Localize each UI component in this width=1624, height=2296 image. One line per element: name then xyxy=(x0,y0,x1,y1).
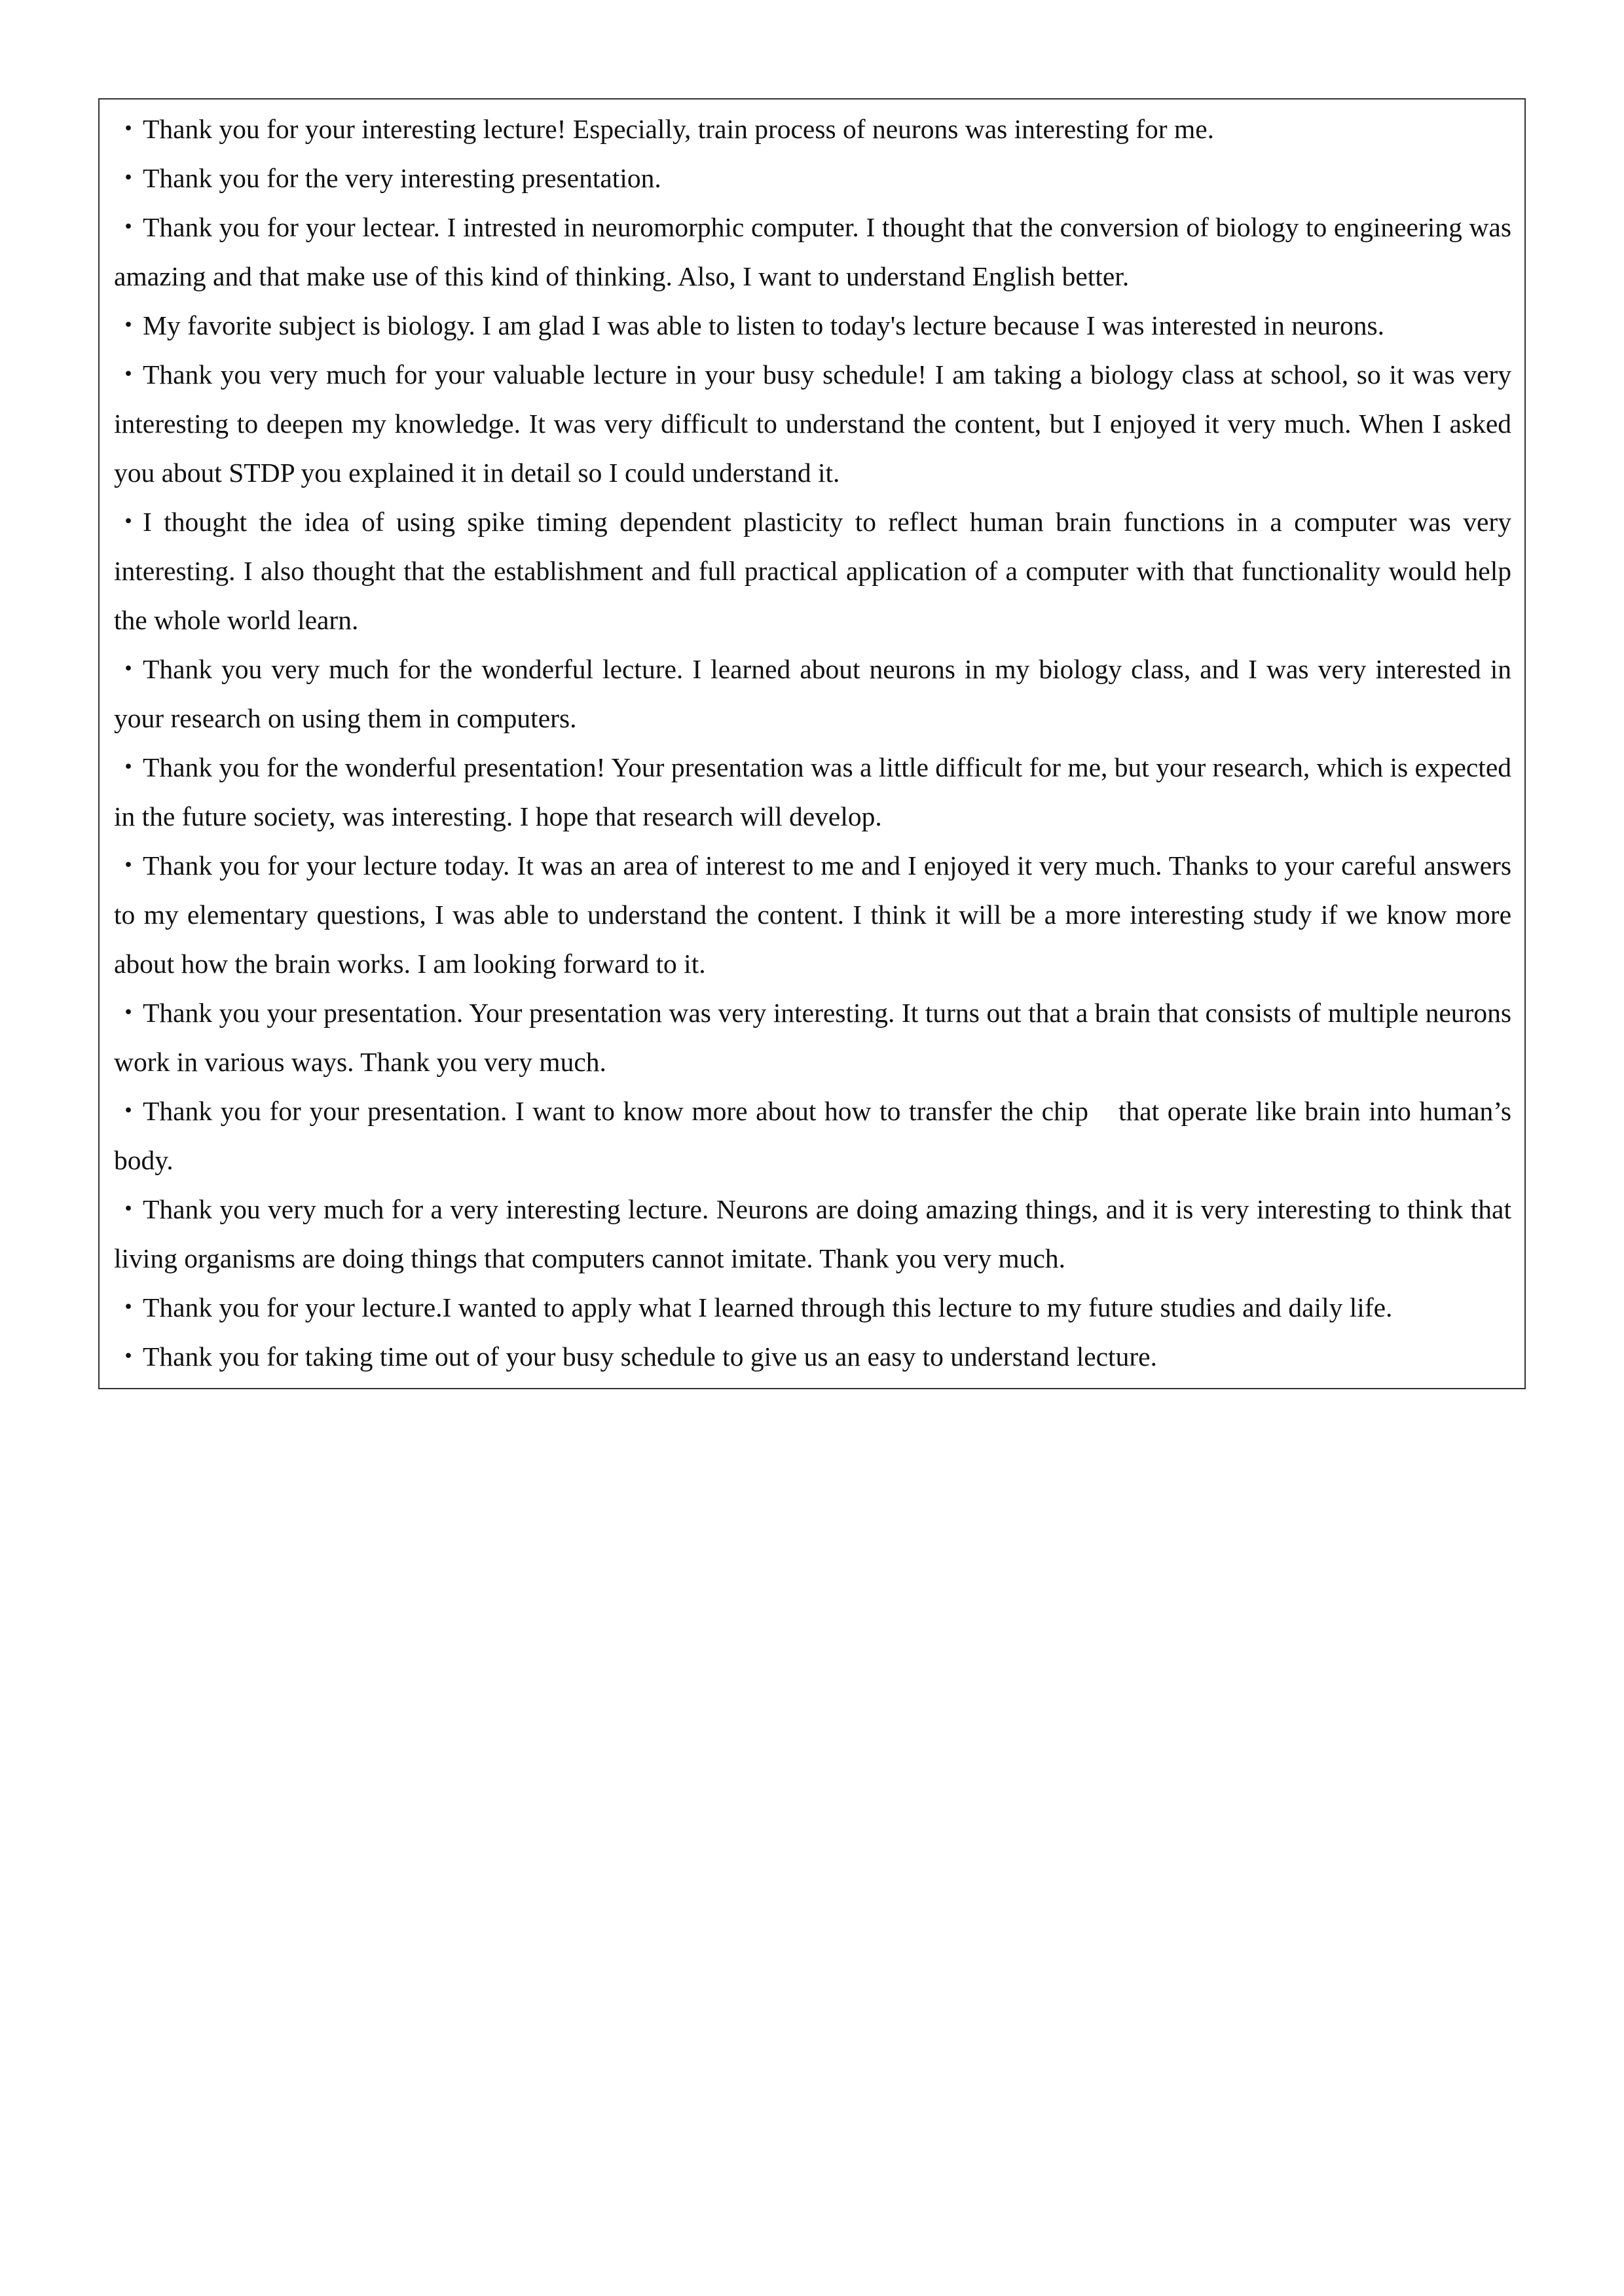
comments-box xyxy=(98,98,1526,1389)
comment-text: Thank you very much for a very interesting lecture. Neurons are doing amazing things, and it is very interesting to think that living organisms are doing things that computers cannot imitate. Thank you very much. xyxy=(114,1194,1511,1273)
bullet-icon: ・ xyxy=(115,1292,142,1322)
comment-item xyxy=(114,498,1511,645)
comment-text: Thank you very much for your valuable lecture in your busy schedule! I am taking a biology class at school, so it was very interesting to deepen my knowledge. It was very difficult to understand the content, but I enjoyed it very much. When I asked you about STDP you explained it in detail so I could understand it. xyxy=(114,359,1511,488)
comment-text: Thank you for your interesting lecture! Especially, train process of neurons was interesting for me. xyxy=(143,114,1215,144)
comment-text: Thank you for the wonderful presentation! Your presentation was a little difficult for me, but your research, which is expected in the future society, was interesting. I hope that research will develop. xyxy=(114,752,1511,831)
comment-text: Thank you very much for the wonderful lecture. I learned about neurons in my biology class, and I was very interested in your research on using them in computers. xyxy=(114,654,1511,733)
comment-item xyxy=(114,105,1511,154)
comment-text: Thank you your presentation. Your presentation was very interesting. It turns out that a brain that consists of multiple neurons work in various ways. Thank you very much. xyxy=(114,998,1511,1077)
bullet-icon: ・ xyxy=(115,1341,142,1372)
comment-text: Thank you for your lecture.I wanted to apply what I learned through this lecture to my future studies and daily life. xyxy=(143,1292,1393,1322)
comment-item xyxy=(114,301,1511,350)
bullet-icon: ・ xyxy=(115,114,142,144)
bullet-icon: ・ xyxy=(115,850,142,881)
bullet-icon: ・ xyxy=(115,1194,142,1224)
comment-text: Thank you for your lectear. I intrested in neuromorphic computer. I thought that the conversion of biology to engineering was amazing and that make use of this kind of thinking. Also, I want to understand English better. xyxy=(114,212,1511,291)
bullet-icon: ・ xyxy=(115,752,142,782)
comment-item xyxy=(114,350,1511,498)
comment-item xyxy=(114,743,1511,841)
comment-list xyxy=(114,105,1511,1381)
bullet-icon: ・ xyxy=(115,359,142,390)
bullet-icon: ・ xyxy=(115,998,142,1028)
comment-text: I thought the idea of using spike timing dependent plasticity to reflect human brain functions in a computer was very interesting. I also thought that the establishment and full practical application of a computer with that functionality would help the whole world learn. xyxy=(114,507,1511,635)
bullet-icon: ・ xyxy=(115,212,142,242)
comment-text: Thank you for the very interesting presentation. xyxy=(143,163,661,193)
bullet-icon: ・ xyxy=(115,654,142,684)
comment-item xyxy=(114,203,1511,301)
comment-item xyxy=(114,989,1511,1087)
bullet-icon: ・ xyxy=(115,310,142,340)
comment-item xyxy=(114,1185,1511,1283)
comment-text: Thank you for your presentation. I want to know more about how to transfer the chip that operate like brain into human’s body. xyxy=(114,1096,1511,1175)
comment-item xyxy=(114,645,1511,743)
bullet-icon: ・ xyxy=(115,1096,142,1126)
comment-text: My favorite subject is biology. I am glad I was able to listen to today's lecture because I was interested in neurons. xyxy=(143,310,1384,340)
comment-text: Thank you for taking time out of your busy schedule to give us an easy to understand lecture. xyxy=(143,1341,1157,1372)
comment-item xyxy=(114,154,1511,203)
comment-item xyxy=(114,1283,1511,1332)
comment-item xyxy=(114,1332,1511,1381)
comment-item xyxy=(114,1087,1511,1185)
bullet-icon: ・ xyxy=(115,507,142,537)
comment-item xyxy=(114,841,1511,989)
bullet-icon: ・ xyxy=(115,163,142,193)
comment-text: Thank you for your lecture today. It was an area of interest to me and I enjoyed it very much. Thanks to your careful answers to my elementary questions, I was able to understand the content. I think it will be a more interesting study if we know more about how the brain works. I am looking forward to it. xyxy=(114,850,1511,979)
